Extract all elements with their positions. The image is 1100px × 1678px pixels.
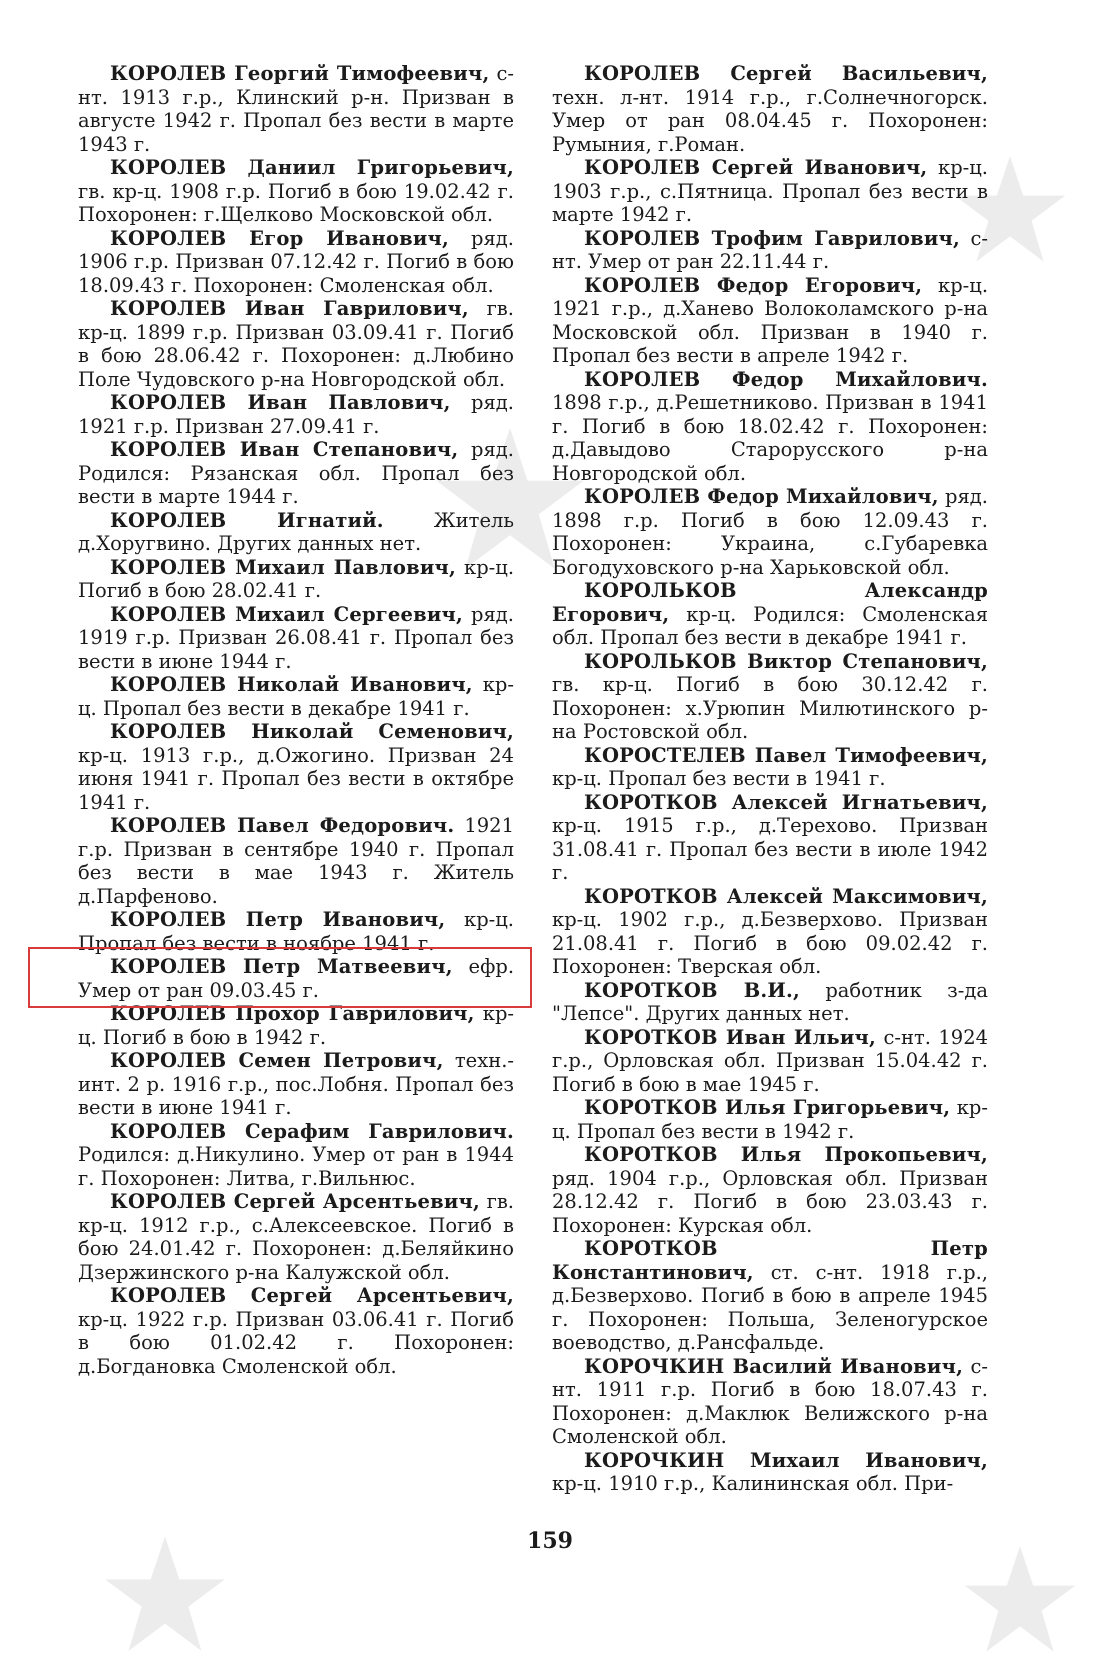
entry-name: КОРОЛЕВ Петр Иванович,	[110, 908, 446, 931]
entry-name: КОРОЛЕВ Прохор Гаврилович,	[110, 1002, 475, 1025]
entry-name: КОРОЧКИН Михаил Иванович,	[584, 1448, 988, 1472]
entry	[552, 485, 988, 579]
entry	[552, 744, 988, 791]
entry-name: КОРОЛЕВ Иван Степанович,	[110, 438, 459, 461]
entry	[78, 1120, 514, 1191]
entry-name: КОРОЛЕВ Павел Федорович.	[110, 814, 455, 837]
entry-details: с-нт. Умер от ран 22.11.44 г.	[552, 226, 988, 273]
entry-name: КОРОТКОВ Алексей Игнатьевич,	[584, 790, 988, 814]
entry-details: 1898 г.р., д.Решетниково. Призван в 1941 г. Погиб в бою 18.02.42 г. Похоронен: д.Давыдово Старорусского р-на Новгородской обл.	[552, 391, 988, 485]
entry-details: кр-ц. Пропал без вести в ноябре 1941 г.	[78, 908, 514, 955]
entry-details: 1921 г.р. Призван в сентябре 1940 г. Пропал без вести в мае 1943 г. Житель д.Парфеново.	[78, 814, 514, 908]
entry	[552, 1143, 988, 1237]
right-column	[552, 62, 988, 1496]
entry-name: КОРОЛЕВ Егор Иванович,	[110, 226, 449, 250]
entry-details: Житель д.Хоругвино. Других данных нет.	[78, 508, 515, 555]
entry	[78, 227, 514, 298]
entry	[552, 650, 988, 744]
entry-name: КОРОЛЕВ Федор Михайлович,	[584, 485, 939, 508]
entry-details: кр-ц. 1903 г.р., с.Пятница. Пропал без вести в марте 1942 г.	[552, 156, 988, 226]
entry-details: ряд. 1906 г.р. Призван 07.12.42 г. Погиб в бою 18.09.43 г. Похоронен: Смоленская обл.	[78, 226, 514, 297]
page-number: 159	[527, 1528, 573, 1554]
entry-name: КОРОСТЕЛЕВ Павел Тимофеевич,	[584, 743, 988, 767]
entry-details: кр-ц. Погиб в бою в 1942 г.	[78, 1002, 515, 1049]
entry-details: кр-ц. Пропал без вести в 1941 г.	[552, 767, 886, 790]
entry-details: кр-ц. 1913 г.р., д.Ожогино. Призван 24 июня 1941 г. Пропал без вести в октябре 1941 г.	[78, 743, 514, 814]
entry-details: кр-ц. 1902 г.р., д.Безверхово. Призван 21.08.41 г. Погиб в бою 09.02.42 г. Похоронен: Тверская обл.	[552, 908, 988, 978]
entry	[78, 438, 514, 509]
entry	[78, 673, 514, 720]
entry-name: КОРОЛЕВ Сергей Иванович,	[584, 156, 928, 179]
entry-name: КОРОТКОВ В.И.,	[584, 978, 801, 1002]
entry	[552, 791, 988, 885]
entry-details: кр-ц. 1915 г.р., д.Терехово. Призван 31.08.41 г. Пропал без вести в июле 1942 г.	[552, 814, 988, 884]
star-watermark-icon	[960, 1540, 1080, 1660]
entry-details: кр-ц. Пропал без вести в декабре 1941 г.	[78, 673, 514, 720]
entry	[78, 156, 514, 227]
entry-name: КОРОТКОВ Илья Григорьевич,	[584, 1096, 951, 1119]
highlight-box	[28, 947, 532, 1008]
entry-name: КОРОЧКИН Василий Иванович,	[584, 1354, 964, 1378]
entry-name: КОРОЛЬКОВ Виктор Степанович,	[584, 649, 988, 673]
entry-details: ряд. 1904 г.р., Орловская обл. Призван 28.12.42 г. Погиб в бою 23.03.43 г. Похоронен: Курская обл.	[552, 1166, 988, 1237]
entry-details: ряд. 1898 г.р. Погиб в бою 12.09.43 г. Похоронен: Украина, с.Губаревка Богодуховского р-на Харьковской обл.	[552, 485, 989, 579]
entry-name: КОРОЛЕВ Игнатий.	[110, 508, 384, 532]
entry	[552, 227, 988, 274]
entry-name: КОРОЛЕВ Михаил Павлович,	[110, 555, 456, 579]
entry	[552, 885, 988, 979]
entry-details: с-нт. 1913 г.р., Клинский р-н. Призван в августе 1942 г. Пропал без вести в марте 1943 г.	[78, 62, 515, 156]
entry-details: с-нт. 1911 г.р. Погиб в бою 18.07.43 г. Похоронен: д.Маклюк Велижского р-на Смоленской обл.	[552, 1354, 988, 1448]
entry	[78, 62, 514, 156]
entry	[78, 391, 514, 438]
entry-details: ряд. Родился: Рязанская обл. Пропал без вести в марте 1944 г.	[78, 438, 514, 508]
entry-details: кр-ц. Пропал без вести в 1942 г.	[552, 1096, 988, 1143]
entry-details: ефр. Умер от ран 09.03.45 г.	[78, 955, 515, 1002]
entry-details: работник з-да "Лепсе". Других данных нет.	[552, 978, 988, 1025]
entry-details: ряд. 1921 г.р. Призван 27.09.41 г.	[78, 391, 515, 438]
entry	[552, 368, 988, 486]
entry	[552, 274, 988, 368]
entry	[78, 720, 514, 814]
entry-name: КОРОТКОВ Илья Прокопьевич,	[584, 1143, 988, 1166]
entry-name: КОРОЛЕВ Сергей Арсентьевич,	[110, 1190, 480, 1213]
entry-details: кр-ц. Погиб в бою 28.02.41 г.	[78, 555, 515, 602]
entry-name: КОРОЛЕВ Николай Иванович,	[110, 673, 473, 696]
entry-details: ряд. 1919 г.р. Призван 26.08.41 г. Пропал без вести в июне 1944 г.	[78, 602, 514, 673]
entry	[78, 1190, 514, 1284]
entry-details: гв. кр-ц. 1899 г.р. Призван 03.09.41 г. Погиб в бою 28.06.42 г. Похоронен: д.Любино Поле Чудовского р-на Новгородской обл.	[78, 297, 514, 391]
entry	[78, 1002, 514, 1049]
entry-name: КОРОЛЕВ Федор Егорович,	[584, 273, 923, 297]
entry-name: КОРОЛЕВ Серафим Гаврилович.	[110, 1119, 514, 1143]
entry	[552, 1449, 988, 1496]
entry	[552, 1026, 988, 1097]
entry-details: с-нт. 1924 г.р., Орловская обл. Призван 15.04.42 г. Погиб в бою в мае 1945 г.	[552, 1025, 989, 1096]
entry-name: КОРОЛЕВ Иван Гаврилович,	[110, 297, 469, 320]
entry-name: КОРОЛЕВ Георгий Тимофеевич,	[110, 62, 490, 85]
entry-name: КОРОЛЕВ Михаил Сергеевич,	[110, 602, 464, 626]
entry-name: КОРОЛЕВ Семен Петрович,	[110, 1049, 444, 1072]
entry	[552, 62, 988, 156]
entry-name: КОРОЛЕВ Николай Семенович,	[110, 720, 514, 743]
entry-name: КОРОТКОВ Петр Константинович,	[552, 1237, 988, 1284]
entry-details: гв. кр-ц. 1908 г.р. Погиб в бою 19.02.42 г. Похоронен: г.Щелково Московской обл.	[78, 179, 514, 226]
entry	[78, 556, 514, 603]
entry-name: КОРОЛЕВ Сергей Арсентьевич,	[110, 1284, 514, 1307]
entry	[78, 1284, 514, 1378]
entry-details: ст. с-нт. 1918 г.р., д.Безверхово. Погиб в бою в апреле 1945 г. Похоронен: Польша, Зеленогурское воеводство, д.Рансфальде.	[552, 1260, 989, 1354]
entry	[78, 1049, 514, 1120]
entry	[552, 156, 988, 227]
entry-name: КОРОЛЕВ Петр Матвеевич,	[110, 955, 453, 978]
entry	[552, 1096, 988, 1143]
entry-name: КОРОЛЕВ Федор Михайлович.	[584, 367, 988, 391]
entry	[552, 1237, 988, 1355]
entry-details: кр-ц. 1921 г.р., д.Ханево Волоколамского р-на Московской обл. Призван в 1940 г. Пропал без вести в апреле 1942 г.	[552, 273, 989, 367]
entry-name: КОРОЛЕВ Иван Павлович,	[110, 391, 451, 414]
entry-name: КОРОЛЕВ Даниил Григорьевич,	[110, 156, 514, 179]
entry-details: Родился: д.Никулино. Умер от ран в 1944 г. Похоронен: Литва, г.Вильнюс.	[78, 1143, 514, 1190]
entry	[552, 979, 988, 1026]
entry-details: техн. л-нт. 1914 г.р., г.Солнечногорск. Умер от ран 08.04.45 г. Похоронен: Румыния, г.Роман.	[552, 85, 988, 156]
entry	[552, 579, 988, 650]
entry	[78, 603, 514, 674]
entry-name: КОРОЛЬКОВ Александр Егорович,	[552, 579, 988, 626]
entry-details: гв. кр-ц. Погиб в бою 30.12.42 г. Похоронен: х.Урюпин Милютинского р-на Ростовской обл.	[552, 673, 988, 743]
entry-details: кр-ц. 1922 г.р. Призван 03.06.41 г. Погиб в бою 01.02.42 г. Похоронен: д.Богдановка Смоленской обл.	[78, 1307, 514, 1378]
entry-name: КОРОЛЕВ Сергей Васильевич,	[584, 62, 988, 85]
entry	[552, 1355, 988, 1449]
entry-details: гв. кр-ц. 1912 г.р., с.Алексеевское. Погиб в бою 24.01.42 г. Похоронен: д.Беляйкино Дзержинского р-на Калужской обл.	[78, 1190, 515, 1284]
entry-details: кр-ц. Родился: Смоленская обл. Пропал без вести в декабре 1941 г.	[552, 602, 989, 649]
left-column	[78, 62, 514, 1378]
entry-name: КОРОТКОВ Иван Ильич,	[584, 1025, 876, 1049]
entry-details: техн.-инт. 2 р. 1916 г.р., пос.Лобня. Пропал без вести в июне 1941 г.	[78, 1049, 514, 1119]
entry	[78, 814, 514, 908]
entry	[78, 509, 514, 556]
entry	[78, 297, 514, 391]
entry-name: КОРОЛЕВ Трофим Гаврилович,	[584, 226, 960, 250]
entry-details: кр-ц. 1910 г.р., Калининская обл. При-	[552, 1472, 954, 1495]
entry-name: КОРОТКОВ Алексей Максимович,	[584, 884, 988, 908]
